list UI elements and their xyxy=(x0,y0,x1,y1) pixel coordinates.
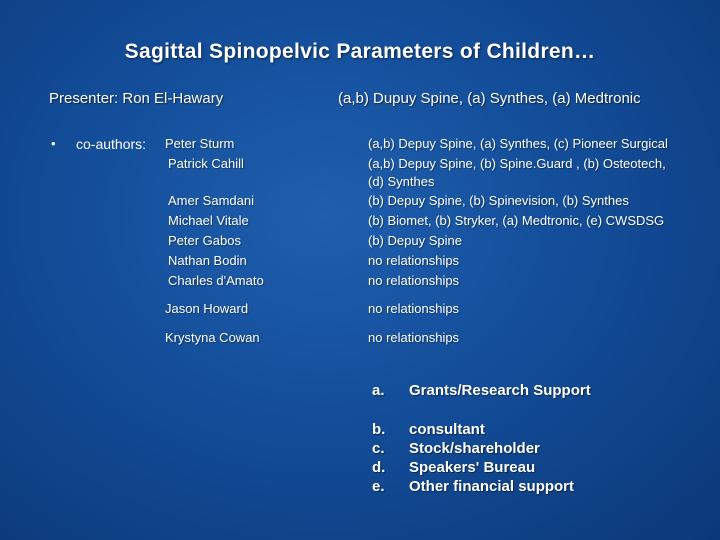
coauthor-name: Michael Vitale xyxy=(168,213,249,228)
legend-text: Other financial support xyxy=(409,478,575,495)
coauthor-name: Jason Howard xyxy=(165,301,249,316)
legend-letter: e. xyxy=(372,478,385,495)
coauthor-relationships: no relationships xyxy=(368,273,460,288)
legend-letter: a. xyxy=(372,382,385,399)
coauthors-label: co-authors: xyxy=(76,136,147,152)
coauthor-name: Krystyna Cowan xyxy=(165,330,260,345)
legend-text: Grants/Research Support xyxy=(409,382,591,399)
coauthor-name: Amer Samdani xyxy=(168,193,254,208)
coauthor-name: Patrick Cahill xyxy=(168,156,244,171)
coauthor-relationships: no relationships xyxy=(368,330,460,345)
slide-title: Sagittal Spinopelvic Parameters of Children… xyxy=(124,40,596,63)
coauthor-relationships: (a,b) Depuy Spine, (b) Spine.Guard , (b) Osteotech, xyxy=(368,156,666,171)
legend-text: Speakers' Bureau xyxy=(409,459,536,476)
coauthor-relationships: no relationships xyxy=(368,253,460,268)
presenter-label: Presenter: Ron El-Hawary xyxy=(49,90,224,107)
coauthor-name: Peter Gabos xyxy=(168,233,241,248)
coauthor-name: Charles d'Amato xyxy=(168,273,264,288)
coauthor-name: Peter Sturm xyxy=(165,136,235,151)
bullet-icon: • xyxy=(51,136,56,151)
presenter-relationships: (a,b) Dupuy Spine, (a) Synthes, (a) Medtronic xyxy=(338,90,641,107)
coauthor-relationships: (b) Depuy Spine, (b) Spinevision, (b) Synthes xyxy=(368,193,629,208)
coauthor-relationships: no relationships xyxy=(368,301,460,316)
coauthor-name: Nathan Bodin xyxy=(168,253,247,268)
legend-text: Stock/shareholder xyxy=(409,440,540,457)
coauthor-relationships: (b) Biomet, (b) Stryker, (a) Medtronic, (e) CWSDSG xyxy=(368,213,665,228)
coauthor-relationships: (b) Depuy Spine xyxy=(368,233,462,248)
legend-text: consultant xyxy=(409,421,485,438)
legend-letter: c. xyxy=(372,440,385,457)
legend-letter: d. xyxy=(372,459,386,476)
coauthor-relationships: (a,b) Depuy Spine, (a) Synthes, (c) Pioneer Surgical xyxy=(368,136,668,151)
legend-letter: b. xyxy=(372,421,386,438)
coauthor-relationships: (d) Synthes xyxy=(368,174,435,189)
